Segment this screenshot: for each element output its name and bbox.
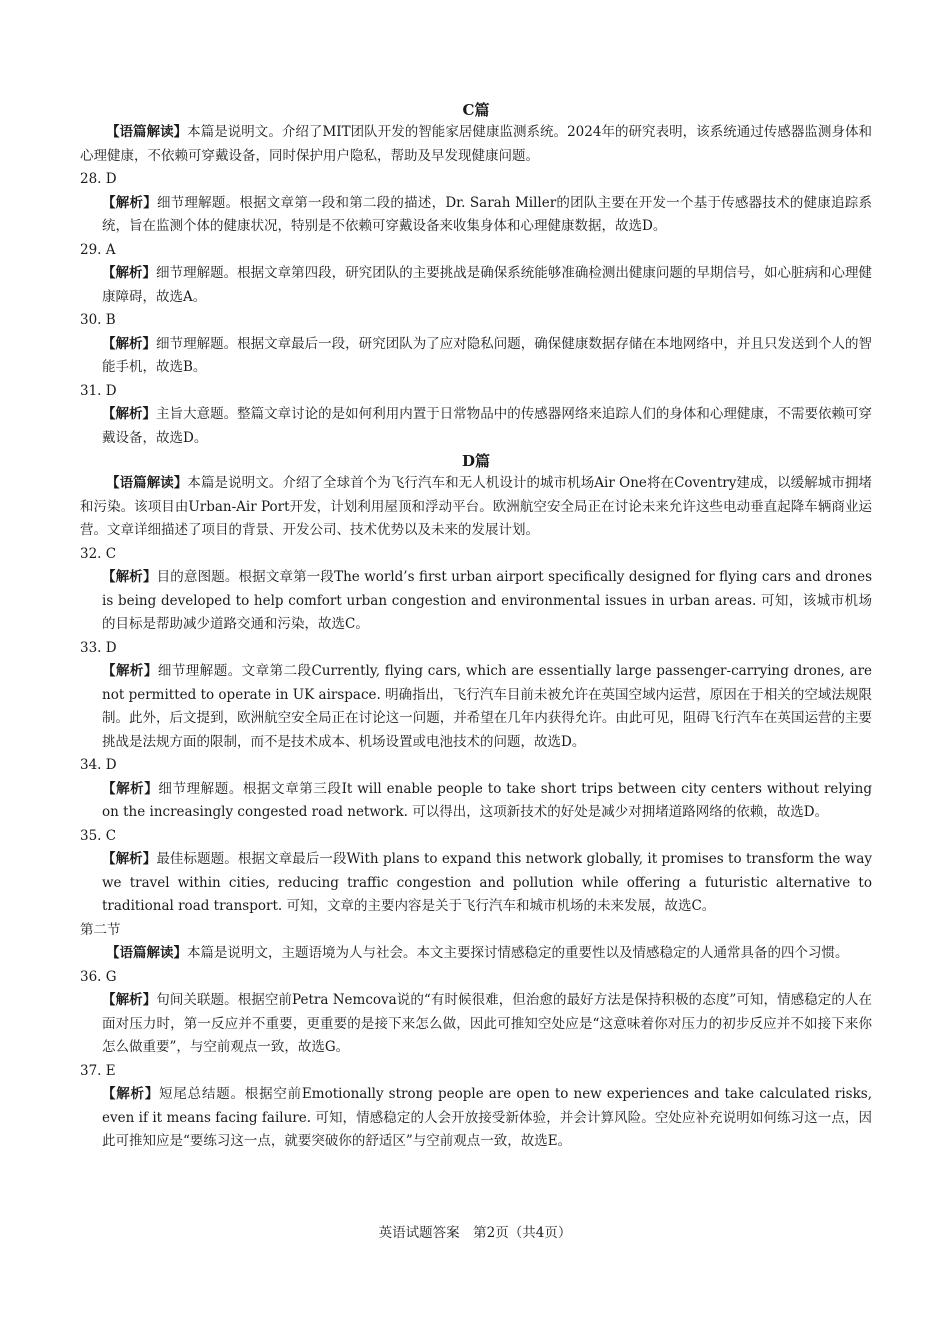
explanation: 【解析】细节理解题。根据文章最后一段，研究团队为了应对隐私问题，确保健康数据存储在本地网络中，并且只发送到个人的智能手机，故选B。 [102, 335, 873, 375]
answer-number: 32. C [80, 545, 117, 562]
tag: 【解析】 [102, 663, 158, 679]
section-title: D篇 [461, 452, 490, 470]
tag: 【解析】 [102, 780, 159, 797]
explanation: 【解析】细节理解题。文章第二段Currently, flying cars, which are essentially large passenger-carrying drones, are not permitted to operate in UK airspace. 明确指出，飞行汽车目前未被允许在英国空域内运营，原因在于相关的空域法规限制。此外，后文提到，欧洲航空安全局正在讨论这一问题，并希望在几年内获得允许。由此可见，阻碍飞行汽车在英国运营的主要挑战是法规方面的限制，而不是技术成本、机场设置或电池技术的问题，故选D。 [102, 663, 873, 750]
answer-number: 35. C [80, 827, 117, 844]
tag: 【解析】 [102, 406, 157, 422]
tag: 【解析】 [102, 992, 157, 1008]
explanation: 【解析】短尾总结题。根据空前Emotionally strong people are open to new experiences and take calculated risks, even if it means facing failure. 可知，情感稳定的人会开放接受新体验，并会计算风险。空处应补充说明如何练习这一点，因此可推知应是“要练习这一点，就要突破你的舒适区”与空前观点一致，故选E。 [102, 1086, 872, 1149]
answer-number: 34. D [80, 757, 117, 773]
answer-number: 31. D [80, 382, 117, 399]
tag: 【语篇解读】 [106, 124, 188, 140]
answer-number: 30. B [80, 312, 116, 328]
passage-summary: 【语篇解读】本篇是说明文，主题语境为人与社会。本文主要探讨情感稳定的重要性以及情感稳定的人通常具备的四个习惯。 [106, 945, 849, 961]
answer-number: 28. D [80, 171, 117, 187]
answer-number: 36. G [80, 968, 117, 985]
answer-content [80, 99, 872, 1154]
tag: 【语篇解读】 [106, 475, 188, 491]
page-footer: 英语试题答案 第2页（共4页） [378, 1225, 572, 1241]
tag: 【语篇解读】 [106, 945, 187, 961]
explanation: 【解析】细节理解题。根据文章第一段和第二段的描述，Dr. Sarah Miller的团队主要在开发一个基于传感器技术的健康追踪系统，旨在监测个体的健康状况，特别是不依赖可穿戴设备来收集身体和心理健康数据，故选D。 [102, 194, 872, 234]
tag: 【解析】 [102, 1086, 160, 1102]
explanation: 【解析】句间关联题。根据空前Petra Nemcova说的“有时候很难，但治愈的最好方法是保持积极的态度”可知，情感稳定的人在面对压力时，第一反应并不重要，更重要的是接下来怎么做，因此可推知空处应是“这意味着你对压力的初步反应并不如接下来你怎么做重要”，与空前观点一致，故选G。 [102, 992, 872, 1055]
answer-number: 37. E [80, 1062, 116, 1079]
tag: 【解析】 [102, 194, 157, 211]
tag: 【解析】 [102, 335, 157, 352]
passage-summary: 【语篇解读】本篇是说明文。介绍了MIT团队开发的智能家居健康监测系统。2024年的研究表明，该系统通过传感器监测身体和心理健康，不依赖可穿戴设备，同时保护用户隐私，帮助及早发现健康问题。 [80, 124, 873, 164]
passage-summary: 【语篇解读】本篇是说明文。介绍了全球首个为飞行汽车和无人机设计的城市机场Air One将在Coventry建成，以缓解城市拥堵和污染。该项目由Urban-Air Port开发，计划利用屋顶和浮动平台。欧洲航空安全局正在讨论未来允许这些电动垂直起降车辆商业运营。文章详细描述了项目的背景、开发公司、技术优势以及未来的发展计划。 [80, 475, 873, 538]
explanation: 【解析】细节理解题。根据文章第三段It will enable people to take short trips between city centers without relying on the increasingly congested road network. 可以得出，这项新技术的好处是减少对拥堵道路网络的依赖，故选D。 [102, 780, 872, 820]
part-heading: 第二节 [80, 921, 121, 938]
explanation: 【解析】目的意图题。根据文章第一段The world’s first urban airport specifically designed for flying cars and drones is being developed to help comfort urban congestion and environmental issues in urban areas. 可知，该城市机场的目标是帮助减少道路交通和污染，故选C。 [102, 569, 873, 632]
explanation: 【解析】最佳标题题。根据文章最后一段With plans to expand this network globally, it promises to transform the way we travel within cities, reducing traffic congestion and pollution while offering a futuristic alternative to traditional road transport. 可知，文章的主要内容是关于飞行汽车和城市机场的未来发展，故选C。 [102, 851, 873, 914]
section-title: C篇 [462, 101, 490, 119]
explanation: 【解析】主旨大意题。整篇文章讨论的是如何利用内置于日常物品中的传感器网络来追踪人们的身体和心理健康，不需要依赖可穿戴设备，故选D。 [102, 406, 873, 446]
answer-number: 29. A [80, 241, 116, 258]
tag: 【解析】 [102, 851, 157, 867]
explanation: 【解析】细节理解题。根据文章第四段，研究团队的主要挑战是确保系统能够准确检测出健康问题的早期信号，如心脏病和心理健康障碍，故选A。 [102, 265, 873, 305]
tag: 【解析】 [102, 569, 157, 585]
answer-number: 33. D [80, 639, 117, 656]
tag: 【解析】 [102, 265, 157, 281]
